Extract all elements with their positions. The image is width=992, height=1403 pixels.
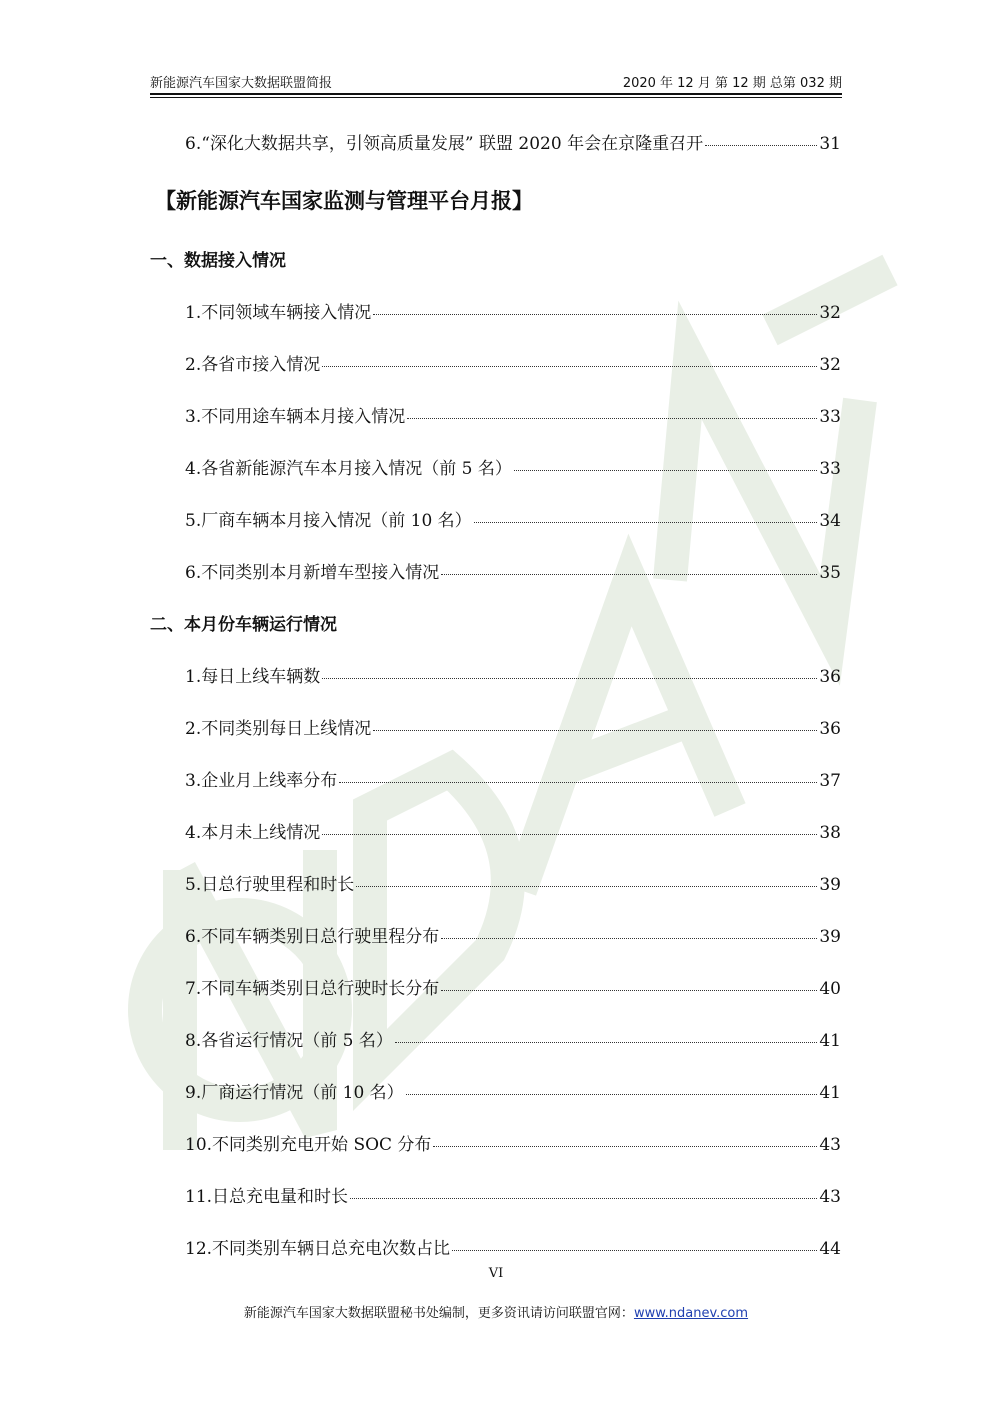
header-rule-thin — [150, 97, 842, 98]
toc-leader — [356, 886, 817, 887]
toc-entry-label: 3.不同用途车辆本月接入情况 — [185, 407, 406, 427]
footer-website-link[interactable]: www.ndanev.com — [633, 1306, 749, 1321]
header-title: 新能源汽车国家大数据联盟简报 — [150, 76, 333, 91]
toc-entry[interactable] — [185, 922, 841, 947]
toc-entry-page: 43 — [819, 1135, 841, 1155]
toc-entry-page: 32 — [819, 355, 841, 375]
toc-entry[interactable] — [185, 662, 841, 687]
header-issue: 2020 年 12 月 第 12 期 总第 032 期 — [622, 76, 842, 91]
toc-entry[interactable] — [185, 870, 841, 895]
toc-entry[interactable] — [185, 766, 841, 791]
toc-entry-page: 32 — [819, 303, 841, 323]
toc-leader — [339, 782, 817, 783]
toc-entry[interactable] — [185, 350, 841, 375]
toc-entry[interactable] — [185, 402, 841, 427]
toc-entry-page: 43 — [819, 1187, 841, 1207]
toc-leader — [514, 470, 818, 471]
part2-heading: 二、本月份车辆运行情况 — [150, 615, 337, 635]
toc-leader — [350, 1198, 817, 1199]
toc-entry-label: 12.不同类别车辆日总充电次数占比 — [185, 1239, 451, 1259]
part1-heading: 一、数据接入情况 — [150, 251, 286, 271]
section-title: 【新能源汽车国家监测与管理平台月报】 — [155, 189, 533, 213]
toc-entry-page: 36 — [819, 719, 841, 739]
toc-leader — [322, 366, 817, 367]
toc-entry-page: 34 — [819, 511, 841, 531]
toc-entry-page: 39 — [819, 927, 841, 947]
toc-entry-label: 7.不同车辆类别日总行驶时长分布 — [185, 979, 440, 999]
toc-entry[interactable] — [185, 818, 841, 843]
toc-entry[interactable] — [185, 1234, 841, 1259]
toc-entry-page: 41 — [819, 1031, 841, 1051]
toc-leader — [395, 1042, 818, 1043]
toc-entry-label: 4.各省新能源汽车本月接入情况（前 5 名） — [185, 459, 512, 479]
toc-leader — [373, 730, 817, 731]
toc-leader — [373, 314, 817, 315]
footer-text: 新能源汽车国家大数据联盟秘书处编制，更多资讯请访问联盟官网： — [243, 1306, 634, 1321]
toc-entry-page: 37 — [819, 771, 841, 791]
toc-entry-label: 1.不同领域车辆接入情况 — [185, 303, 372, 323]
toc-entry-label: 9.厂商运行情况（前 10 名） — [185, 1083, 404, 1103]
running-header — [150, 72, 842, 91]
toc-entry-label: 10.不同类别充电开始 SOC 分布 — [185, 1135, 432, 1155]
footer — [0, 1302, 992, 1321]
toc-entry-label: 4.本月未上线情况 — [185, 823, 321, 843]
toc-leader — [705, 145, 817, 146]
toc-entry-page: 33 — [819, 407, 841, 427]
toc-entry[interactable] — [185, 1026, 841, 1051]
toc-entry-label: 2.各省市接入情况 — [185, 355, 321, 375]
toc-leader — [441, 990, 817, 991]
toc-leader — [474, 522, 818, 523]
toc-entry-page: 38 — [819, 823, 841, 843]
toc-entry-label: 5.厂商车辆本月接入情况（前 10 名） — [185, 511, 472, 531]
toc-entry-page: 40 — [819, 979, 841, 999]
toc-entry-page: 41 — [819, 1083, 841, 1103]
toc-entry-label: 6.“深化大数据共享，引领高质量发展” 联盟 2020 年会在京隆重召开 — [185, 134, 704, 154]
toc-leader — [452, 1250, 817, 1251]
toc-entry-label: 11.日总充电量和时长 — [185, 1187, 349, 1207]
toc-entry-page: 33 — [819, 459, 841, 479]
toc-leader — [406, 1094, 818, 1095]
toc-entry-page: 39 — [819, 875, 841, 895]
toc-leader — [441, 574, 817, 575]
page-number: VI — [488, 1266, 504, 1281]
toc-entry[interactable] — [185, 506, 841, 531]
toc-entry[interactable] — [185, 1130, 841, 1155]
toc-entry[interactable] — [185, 1078, 841, 1103]
toc-leader — [441, 938, 817, 939]
toc-entry-label: 6.不同车辆类别日总行驶里程分布 — [185, 927, 440, 947]
toc-entry-label: 8.各省运行情况（前 5 名） — [185, 1031, 393, 1051]
toc-entry-label: 1.每日上线车辆数 — [185, 667, 321, 687]
header-rule-thick — [150, 93, 842, 95]
toc-entry[interactable] — [185, 714, 841, 739]
toc-leader — [322, 834, 817, 835]
toc-entry-label: 6.不同类别本月新增车型接入情况 — [185, 563, 440, 583]
toc-entry-page: 36 — [819, 667, 841, 687]
toc-entry-page: 44 — [819, 1239, 841, 1259]
toc-entry[interactable] — [185, 974, 841, 999]
toc-entry[interactable] — [185, 129, 841, 154]
toc-entry[interactable] — [185, 558, 841, 583]
toc-leader — [322, 678, 817, 679]
toc-entry-label: 2.不同类别每日上线情况 — [185, 719, 372, 739]
toc-entry-page: 35 — [819, 563, 841, 583]
toc-entry-label: 3.企业月上线率分布 — [185, 771, 338, 791]
toc-entry[interactable] — [185, 298, 841, 323]
toc-leader — [407, 418, 817, 419]
toc-entry-page: 31 — [819, 134, 841, 154]
toc-entry[interactable] — [185, 454, 841, 479]
toc-leader — [433, 1146, 817, 1147]
toc-entry[interactable] — [185, 1182, 841, 1207]
toc-entry-label: 5.日总行驶里程和时长 — [185, 875, 355, 895]
